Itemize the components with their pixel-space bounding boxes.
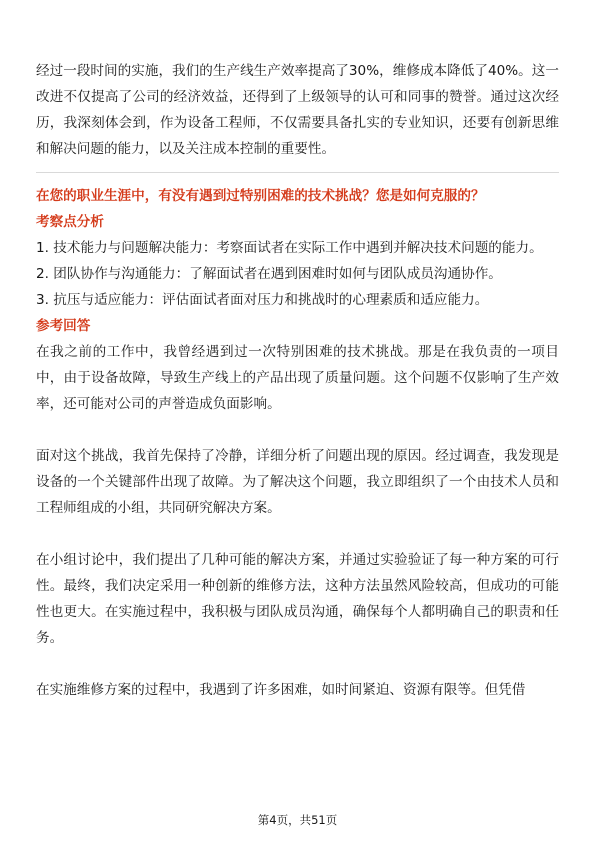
paragraph-gap bbox=[36, 417, 559, 443]
analysis-heading: 考察点分析 bbox=[36, 214, 104, 230]
analysis-item: 2. 团队协作与沟通能力：了解面试者在遇到困难时如何与团队成员沟通协作。 bbox=[36, 266, 502, 282]
document-page bbox=[36, 58, 559, 703]
answer-paragraph: 面对这个挑战，我首先保持了冷静，详细分析了问题出现的原因。经过调查，我发现是设备的一个关键部件出现了故障。为了解决这个问题，我立即组织了一个由技术人员和工程师组成的小组，共同研究解决方案。 bbox=[36, 448, 559, 516]
answer-paragraph: 在实施维修方案的过程中，我遇到了许多困难，如时间紧迫、资源有限等。但凭借 bbox=[36, 682, 526, 698]
analysis-item: 3. 抗压与适应能力：评估面试者面对压力和挑战时的心理素质和适应能力。 bbox=[36, 292, 489, 308]
intro-paragraph: 经过一段时间的实施，我们的生产线生产效率提高了30%，维修成本降低了40%。这一改进不仅提高了公司的经济效益，还得到了上级领导的认可和同事的赞誉。通过这次经历，我深刻体会到，作为设备工程师，不仅需要具备扎实的专业知识，还要有创新思维和解决问题的能力，以及关注成本控制的重要性。 bbox=[36, 63, 559, 157]
section-divider bbox=[36, 172, 559, 173]
answer-heading: 参考回答 bbox=[36, 318, 91, 334]
interview-question: 在您的职业生涯中，有没有遇到过特别困难的技术挑战？您是如何克服的？ bbox=[36, 188, 485, 204]
page-number: 第4页，共51页 bbox=[257, 813, 338, 827]
paragraph-gap bbox=[36, 521, 559, 547]
answer-paragraph: 在小组讨论中，我们提出了几种可能的解决方案，并通过实验验证了每一种方案的可行性。最终，我们决定采用一种创新的维修方法，这种方法虽然风险较高，但成功的可能性也更大。在实施过程中，我积极与团队成员沟通，确保每个人都明确自己的职责和任务。 bbox=[36, 552, 559, 646]
analysis-item: 1. 技术能力与问题解决能力：考察面试者在实际工作中遇到并解决技术问题的能力。 bbox=[36, 240, 543, 256]
paragraph-gap bbox=[36, 651, 559, 677]
answer-paragraph: 在我之前的工作中，我曾经遇到过一次特别困难的技术挑战。那是在我负责的一项目中，由于设备故障，导致生产线上的产品出现了质量问题。这个问题不仅影响了生产效率，还可能对公司的声誉造成负面影响。 bbox=[36, 344, 559, 412]
